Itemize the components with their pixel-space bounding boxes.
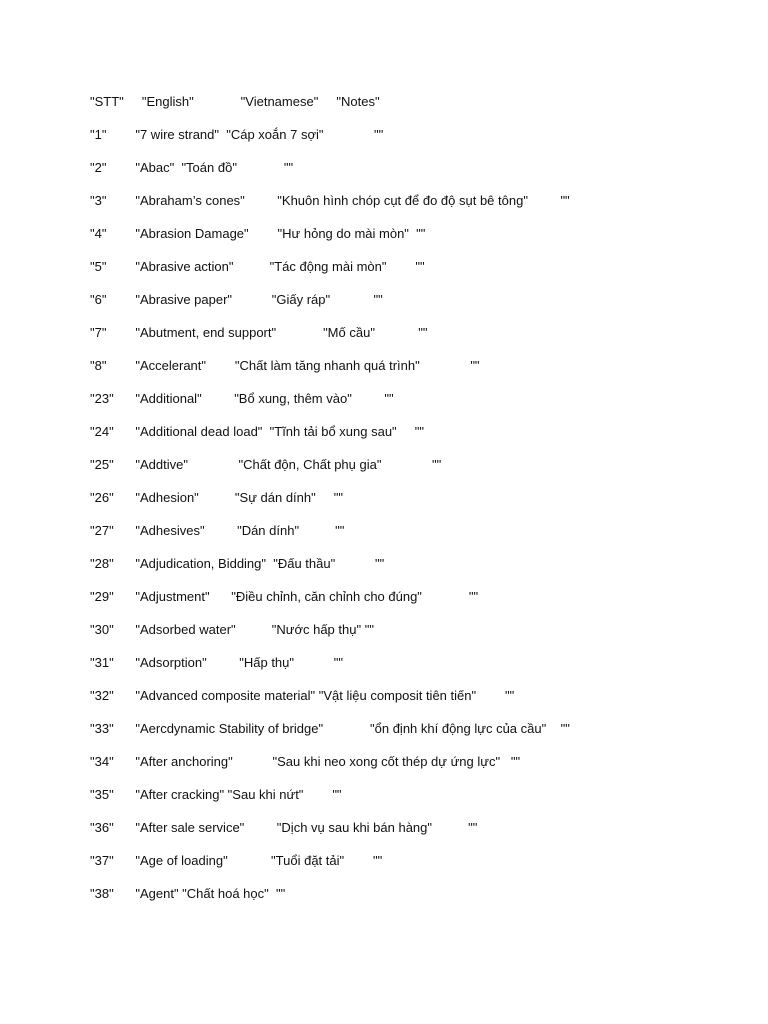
entry-line-5: "5" "Abrasive action" "Tác động mài mòn" "" — [90, 259, 425, 274]
entry-line-34: "34" "After anchoring" "Sau khi neo xong cốt thép dự ứng lực" "" — [90, 754, 521, 769]
entry-line-25: "25" "Addtive" "Chất độn, Chất phụ gia" "" — [90, 457, 442, 472]
header-line: "STT" "English" "Vietnamese" "Notes" — [90, 94, 380, 109]
entry-line-35: "35" "After cracking" "Sau khi nứt" "" — [90, 787, 342, 802]
entry-line-30: "30" "Adsorbed water" "Nước hấp thụ" "" — [90, 622, 374, 637]
entry-line-37: "37" "Age of loading" "Tuổi đặt tải" "" — [90, 853, 383, 868]
entry-line-6: "6" "Abrasive paper" "Giấy ráp" "" — [90, 292, 383, 307]
entry-line-33: "33" "Aercdynamic Stability of bridge" "ổn định khí động lực của cầu" "" — [90, 721, 570, 736]
entry-line-29: "29" "Adjustment" "Điều chỉnh, căn chỉnh cho đúng" "" — [90, 589, 479, 604]
glossary-lines — [90, 92, 750, 917]
entry-line-36: "36" "After sale service" "Dịch vụ sau khi bán hàng" "" — [90, 820, 478, 835]
entry-line-32: "32" "Advanced composite material" "Vật liệu composit tiên tiến" "" — [90, 688, 515, 703]
entry-line-28: "28" "Adjudication, Bidding" "Đấu thầu" "" — [90, 556, 385, 571]
entry-line-27: "27" "Adhesives" "Dán dính" "" — [90, 523, 345, 538]
entry-line-1: "1" "7 wire strand" "Cáp xoắn 7 sợi" "" — [90, 127, 384, 142]
entry-line-38: "38" "Agent" "Chất hoá học" "" — [90, 886, 286, 901]
entry-line-2: "2" "Abac" "Toán đồ" "" — [90, 160, 294, 175]
entry-line-8: "8" "Accelerant" "Chất làm tăng nhanh quá trình" "" — [90, 358, 480, 373]
entry-line-23: "23" "Additional" "Bổ xung, thêm vào" "" — [90, 391, 394, 406]
entry-line-31: "31" "Adsorption" "Hấp thụ" "" — [90, 655, 343, 670]
entry-line-4: "4" "Abrasion Damage" "Hư hỏng do mài mòn" "" — [90, 226, 426, 241]
entry-line-7: "7" "Abutment, end support" "Mố cầu" "" — [90, 325, 428, 340]
entry-line-26: "26" "Adhesion" "Sự dán dính" "" — [90, 490, 344, 505]
entry-line-3: "3" "Abraham’s cones" "Khuôn hình chóp cụt để đo độ sụt bê tông" "" — [90, 193, 570, 208]
entry-line-24: "24" "Additional dead load" "Tĩnh tải bổ xung sau" "" — [90, 424, 424, 439]
